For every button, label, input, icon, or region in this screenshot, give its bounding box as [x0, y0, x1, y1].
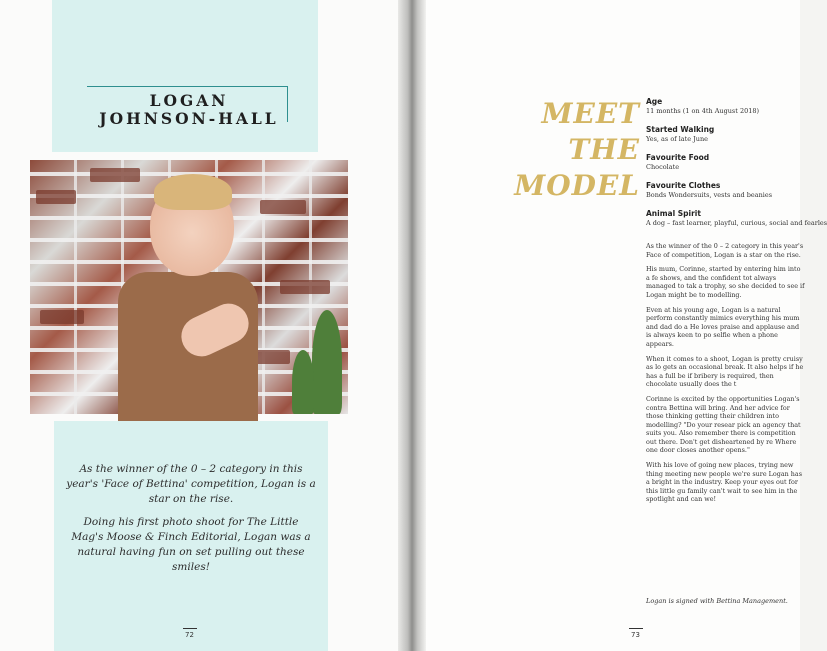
- fact-item: [646, 125, 806, 144]
- body-paragraph: With his love of going new places, trying new thing meeting new people we're sure Logan has a bright in the industry. Keep your eyes out for this little gu family can't wait to see him in the spotlight and can we!: [646, 461, 802, 504]
- fact-value: 11 months (1 on 4th August 2018): [646, 107, 760, 115]
- fact-label: Started Walking: [646, 125, 715, 134]
- body-paragraph: Corinne is excited by the opportunities Logan's contra Bettina will bring. And her advice for those thinking getting their children into modelling? "Do your resear pick an agency that suits you. Also remember there is competition out there. Don't get disheartened by re Where one door closes another opens.": [646, 394, 801, 455]
- brick: [36, 190, 76, 204]
- quote-paragraph: Doing his first photo shoot for The Little Mag's Moose & Finch Editorial, Logan was a natural having fun on set pulling out these smiles!: [71, 516, 311, 573]
- book-gutter: [398, 0, 426, 651]
- fact-label: Animal Spirit: [646, 209, 701, 218]
- fact-item: [646, 97, 806, 116]
- brick: [280, 280, 330, 294]
- body-paragraph: Even at his young age, Logan is a natural perform constantly mimics everything his mum and dad do a He loves praise and applause and is always keen to po selfie when a phone appears.: [646, 305, 800, 348]
- brick: [90, 168, 140, 182]
- fact-item: [646, 209, 827, 228]
- fact-value: Chocolate: [646, 163, 680, 171]
- title-rule: [87, 86, 287, 87]
- model-first-name: LOGAN: [149, 91, 229, 110]
- title-panel: [52, 0, 318, 152]
- fact-label: Age: [646, 97, 663, 106]
- brick: [260, 200, 306, 214]
- heading-line: MODEL: [514, 169, 640, 202]
- model-last-name: JOHNSON-HALL: [99, 109, 279, 128]
- quote-paragraph: As the winner of the 0 – 2 category in this year's 'Face of Bettina' competition, Logan is a star on the rise.: [66, 463, 316, 505]
- agency-credit: Logan is signed with Bettina Management.: [646, 597, 788, 605]
- page-number-right: 73: [631, 631, 640, 639]
- fact-item: [646, 153, 806, 172]
- plant: [312, 310, 342, 414]
- fact-value: Bonds Wondersuits, vests and beanies: [646, 191, 773, 199]
- page-number-rule: [183, 628, 197, 629]
- body-paragraph: His mum, Corinne, started by entering him into a fe shows, and the confident tot always managed to tak a trophy, so she decided to see if Logan might be to modelling.: [646, 265, 805, 299]
- fact-label: Favourite Clothes: [646, 181, 721, 190]
- baby-hair: [154, 174, 232, 210]
- heading-line: MEET: [541, 97, 640, 130]
- article-body: [646, 242, 806, 510]
- model-photo: [30, 160, 348, 414]
- brick: [40, 310, 84, 324]
- fact-value: A dog – fast learner, playful, curious, social and fearles: [646, 219, 827, 227]
- fact-value: Yes, as of late June: [646, 135, 709, 143]
- body-paragraph: As the winner of the 0 – 2 category in this year's Face of competition, Logan is a star on the rise.: [646, 242, 804, 259]
- pull-quote: [66, 462, 316, 583]
- section-heading: [500, 96, 640, 204]
- fact-label: Favourite Food: [646, 153, 710, 162]
- page-number-left: 72: [185, 631, 194, 639]
- fact-list: [646, 97, 827, 237]
- body-paragraph: When it comes to a shoot, Logan is pretty cruisy as lo gets an occasional break. It also helps if he has a full be if bribery is required, then chocolate usually does the t: [646, 354, 804, 389]
- model-name: [85, 92, 293, 128]
- fact-item: [646, 181, 806, 200]
- plant: [292, 350, 314, 414]
- page-number-rule: [629, 628, 643, 629]
- heading-line: THE: [568, 133, 640, 166]
